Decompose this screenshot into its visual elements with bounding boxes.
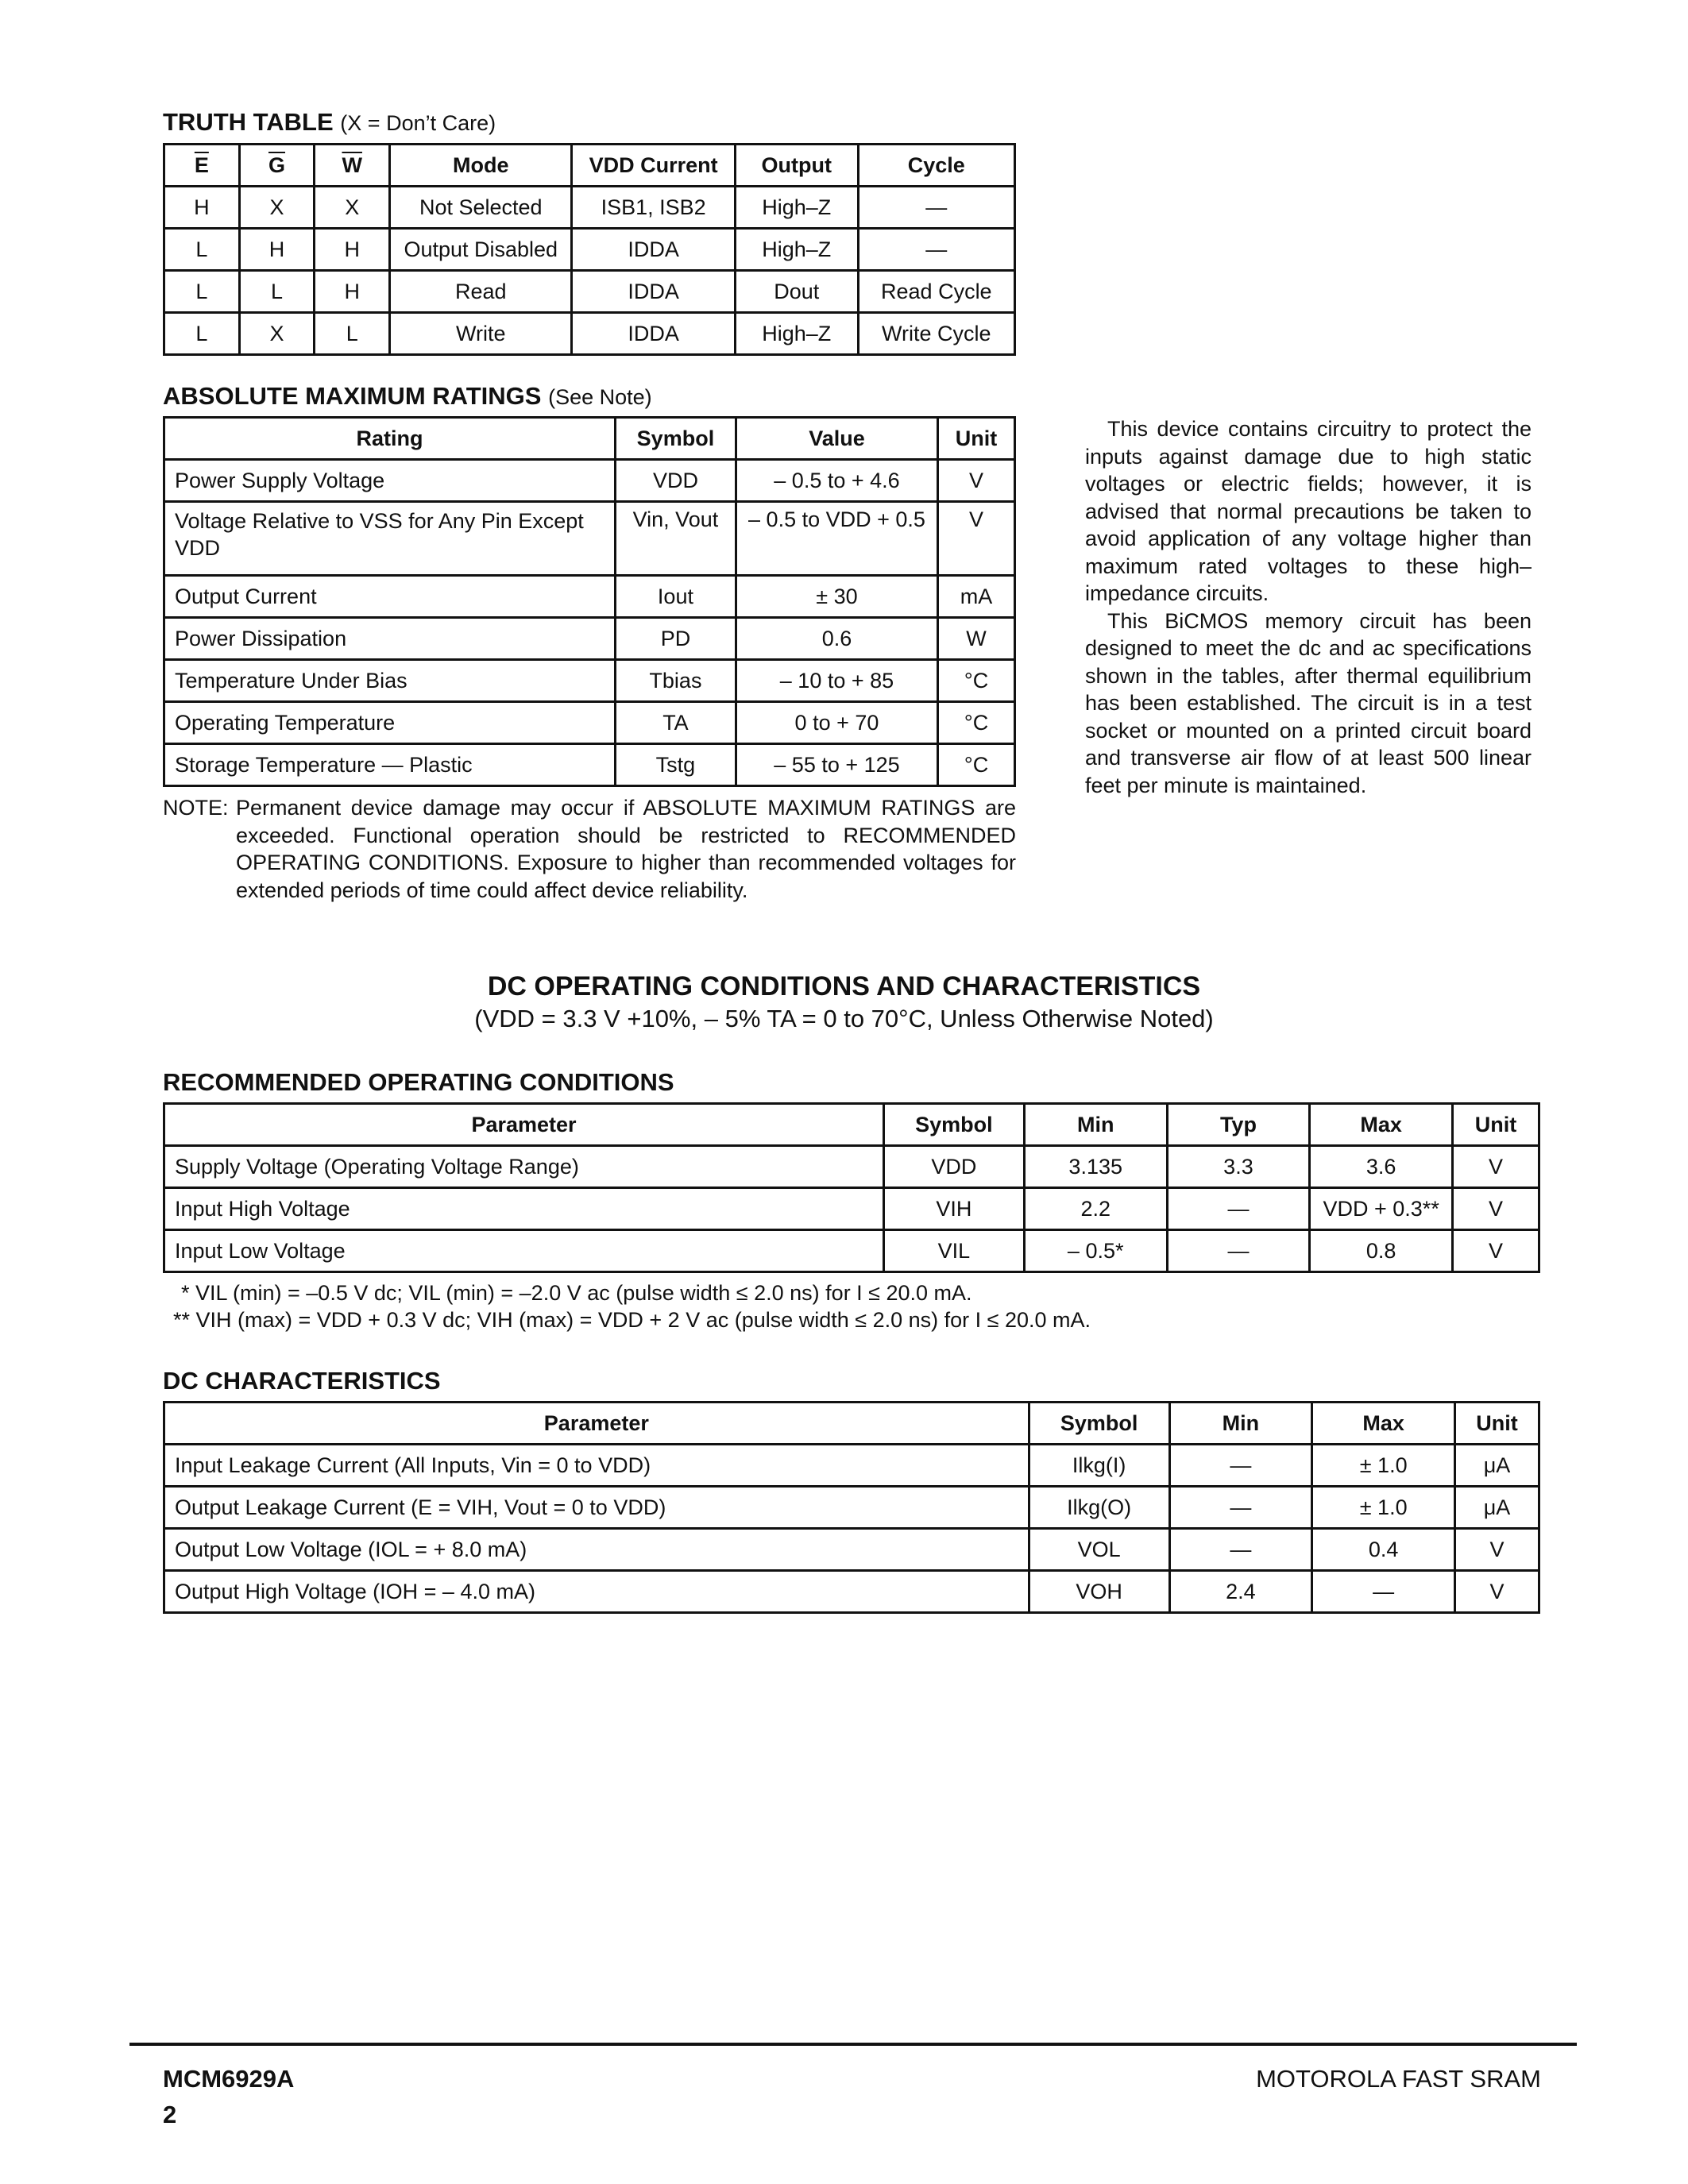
header-parameter: Parameter	[164, 1403, 1029, 1445]
table-cell: V	[1455, 1571, 1539, 1613]
table-cell: Output Current	[164, 576, 616, 618]
table-cell: X	[239, 187, 315, 229]
abs-max-table	[163, 416, 1016, 787]
header-typ: Typ	[1167, 1104, 1310, 1146]
header-vdd-current: VDD Current	[572, 145, 735, 187]
table-cell: °C	[938, 702, 1015, 744]
recommended-title: RECOMMENDED OPERATING CONDITIONS	[163, 1068, 674, 1096]
table-cell: TA	[616, 702, 736, 744]
header-max: Max	[1312, 1403, 1455, 1445]
table-cell: 0.6	[736, 618, 937, 660]
table-cell: —	[1312, 1571, 1455, 1613]
table-cell: Supply Voltage (Operating Voltage Range)	[164, 1146, 884, 1188]
table-cell: IDDA	[572, 313, 735, 355]
dc-char-table	[163, 1401, 1540, 1614]
header-mode: Mode	[390, 145, 572, 187]
table-row	[164, 187, 1015, 229]
truth-table-subtitle: (X = Don’t Care)	[340, 111, 496, 135]
table-cell: 0.4	[1312, 1529, 1455, 1571]
header-symbol: Symbol	[883, 1104, 1024, 1146]
table-cell: ± 1.0	[1312, 1445, 1455, 1487]
table-cell: L	[239, 271, 315, 313]
table-cell: L	[164, 271, 240, 313]
table-header-row	[164, 145, 1015, 187]
truth-table	[163, 143, 1016, 356]
table-cell: Power Supply Voltage	[164, 460, 616, 502]
table-cell: H	[315, 229, 390, 271]
table-cell: High–Z	[735, 229, 858, 271]
table-cell: μA	[1455, 1445, 1539, 1487]
table-cell: ± 1.0	[1312, 1487, 1455, 1529]
table-row	[164, 1487, 1539, 1529]
side-paragraph-1: This device contains circuitry to protect the inputs against damage due to high static voltages or electric fields; however, it is advised that normal precautions be taken to avoid application of any voltage higher than maximum rated voltages to these high–impedance circuits.	[1085, 417, 1532, 605]
table-row	[164, 229, 1015, 271]
table-row	[164, 1188, 1539, 1230]
table-cell: H	[164, 187, 240, 229]
table-cell: °C	[938, 744, 1015, 786]
table-cell: 2.4	[1169, 1571, 1312, 1613]
table-cell: L	[164, 229, 240, 271]
abs-max-title	[163, 382, 652, 411]
header-output: Output	[735, 145, 858, 187]
header-unit: Unit	[1453, 1104, 1539, 1146]
recommended-footnote-2: ** VIH (max) = VDD + 0.3 V dc; VIH (max) = VDD + 2 V ac (pulse width ≤ 2.0 ns) for I ≤ 20.0 mA.	[173, 1308, 1091, 1332]
table-cell: H	[315, 271, 390, 313]
header-rating: Rating	[164, 418, 616, 460]
table-row	[164, 1146, 1539, 1188]
header-cycle: Cycle	[858, 145, 1014, 187]
table-row	[164, 1571, 1539, 1613]
table-cell: V	[1453, 1230, 1539, 1272]
table-cell: V	[938, 502, 1015, 576]
table-cell: μA	[1455, 1487, 1539, 1529]
table-cell: VOH	[1029, 1571, 1169, 1613]
footer-brand: MOTOROLA FAST SRAM	[1256, 2065, 1541, 2093]
table-row	[164, 660, 1015, 702]
table-row	[164, 576, 1015, 618]
table-row	[164, 1529, 1539, 1571]
table-cell: 3.3	[1167, 1146, 1310, 1188]
table-cell: X	[315, 187, 390, 229]
table-cell: —	[858, 229, 1014, 271]
table-cell: Input Low Voltage	[164, 1230, 884, 1272]
table-cell: Operating Temperature	[164, 702, 616, 744]
table-cell: Output Leakage Current (E = VIH, Vout = 0 to VDD)	[164, 1487, 1029, 1529]
table-cell: 3.6	[1310, 1146, 1453, 1188]
header-symbol: Symbol	[1029, 1403, 1169, 1445]
table-cell: Write Cycle	[858, 313, 1014, 355]
table-cell: VOL	[1029, 1529, 1169, 1571]
table-cell: W	[938, 618, 1015, 660]
table-cell: 3.135	[1024, 1146, 1167, 1188]
table-header-row	[164, 1403, 1539, 1445]
table-cell: °C	[938, 660, 1015, 702]
truth-table-title-text: TRUTH TABLE	[163, 108, 334, 136]
table-cell: – 0.5 to + 4.6	[736, 460, 937, 502]
header-unit: Unit	[1455, 1403, 1539, 1445]
header-g: $\overline{G}$	[239, 145, 315, 187]
truth-table-title	[163, 108, 496, 137]
table-cell: 0 to + 70	[736, 702, 937, 744]
table-cell: Storage Temperature — Plastic	[164, 744, 616, 786]
table-cell: ISB1, ISB2	[572, 187, 735, 229]
header-unit: Unit	[938, 418, 1015, 460]
recommended-table	[163, 1102, 1540, 1273]
table-cell: Voltage Relative to VSS for Any Pin Except VDD	[164, 502, 616, 576]
table-cell: – 10 to + 85	[736, 660, 937, 702]
table-cell: High–Z	[735, 313, 858, 355]
table-cell: VDD	[616, 460, 736, 502]
table-cell: —	[1167, 1230, 1310, 1272]
table-cell: Iout	[616, 576, 736, 618]
table-cell: V	[1453, 1146, 1539, 1188]
table-cell: Power Dissipation	[164, 618, 616, 660]
table-row	[164, 1445, 1539, 1487]
table-cell: L	[315, 313, 390, 355]
table-cell: L	[164, 313, 240, 355]
table-cell: – 55 to + 125	[736, 744, 937, 786]
table-cell: Write	[390, 313, 572, 355]
table-cell: Ilkg(O)	[1029, 1487, 1169, 1529]
header-w: $\overline{W}$	[315, 145, 390, 187]
dc-section-subtitle: (VDD = 3.3 V +10%, – 5% TA = 0 to 70°C, Unless Otherwise Noted)	[474, 1005, 1214, 1032]
table-cell: —	[1169, 1445, 1312, 1487]
table-cell: VIH	[883, 1188, 1024, 1230]
table-cell: VIL	[883, 1230, 1024, 1272]
abs-max-subtitle: (See Note)	[548, 385, 652, 409]
footer-part-number: MCM6929A	[163, 2065, 295, 2093]
table-cell: Input Leakage Current (All Inputs, Vin = 0 to VDD)	[164, 1445, 1029, 1487]
note-label: NOTE:	[163, 796, 229, 820]
table-cell: IDDA	[572, 271, 735, 313]
table-row	[164, 313, 1015, 355]
table-cell: Output High Voltage (IOH = – 4.0 mA)	[164, 1571, 1029, 1613]
dc-char-title: DC CHARACTERISTICS	[163, 1367, 441, 1395]
table-cell: —	[858, 187, 1014, 229]
table-cell: – 0.5 to VDD + 0.5	[736, 502, 937, 576]
table-cell: Vin, Vout	[616, 502, 736, 576]
table-cell: ± 30	[736, 576, 937, 618]
table-cell: Not Selected	[390, 187, 572, 229]
header-parameter: Parameter	[164, 1104, 884, 1146]
header-value: Value	[736, 418, 937, 460]
table-cell: V	[1455, 1529, 1539, 1571]
table-cell: H	[239, 229, 315, 271]
side-text	[1085, 415, 1532, 799]
table-cell: Read Cycle	[858, 271, 1014, 313]
table-cell: Tbias	[616, 660, 736, 702]
table-cell: —	[1169, 1529, 1312, 1571]
table-cell: Temperature Under Bias	[164, 660, 616, 702]
table-cell: mA	[938, 576, 1015, 618]
abs-max-title-text: ABSOLUTE MAXIMUM RATINGS	[163, 382, 542, 410]
table-cell: VDD	[883, 1146, 1024, 1188]
table-cell: V	[1453, 1188, 1539, 1230]
table-cell: VDD + 0.3**	[1310, 1188, 1453, 1230]
table-cell: 2.2	[1024, 1188, 1167, 1230]
header-max: Max	[1310, 1104, 1453, 1146]
table-row	[164, 460, 1015, 502]
side-paragraph-2: This BiCMOS memory circuit has been designed to meet the dc and ac specifications shown in the tables, after thermal equilibrium has been established. The circuit is in a test socket or mounted on a printed circuit board and transverse air flow of at least 500 linear feet per minute is maintained.	[1085, 608, 1532, 797]
table-cell: Dout	[735, 271, 858, 313]
header-symbol: Symbol	[616, 418, 736, 460]
table-cell: IDDA	[572, 229, 735, 271]
table-row	[164, 702, 1015, 744]
header-min: Min	[1024, 1104, 1167, 1146]
table-cell: Output Low Voltage (IOL = + 8.0 mA)	[164, 1529, 1029, 1571]
table-cell: Input High Voltage	[164, 1188, 884, 1230]
dc-section-title: DC OPERATING CONDITIONS AND CHARACTERISTICS	[487, 971, 1201, 1001]
footer-page-number: 2	[163, 2101, 177, 2128]
table-cell: Ilkg(I)	[1029, 1445, 1169, 1487]
table-row	[164, 744, 1015, 786]
table-cell: —	[1169, 1487, 1312, 1529]
abs-max-note	[163, 794, 1016, 904]
table-cell: 0.8	[1310, 1230, 1453, 1272]
footer-rule	[129, 2043, 1577, 2046]
table-cell: Output Disabled	[390, 229, 572, 271]
table-cell: PD	[616, 618, 736, 660]
recommended-footnote-1: * VIL (min) = –0.5 V dc; VIL (min) = –2.0 V ac (pulse width ≤ 2.0 ns) for I ≤ 20.0 mA.	[181, 1281, 972, 1305]
table-row	[164, 1230, 1539, 1272]
table-cell: Tstg	[616, 744, 736, 786]
table-cell: —	[1167, 1188, 1310, 1230]
note-text: Permanent device damage may occur if ABSOLUTE MAXIMUM RATINGS are exceeded. Functional operation should be restricted to RECOMMENDED OPERATING CONDITIONS. Exposure to higher than recommended voltages for extended periods of time could affect device reliability.	[236, 796, 1016, 902]
header-min: Min	[1169, 1403, 1312, 1445]
table-header-row	[164, 418, 1015, 460]
table-row	[164, 271, 1015, 313]
table-cell: – 0.5*	[1024, 1230, 1167, 1272]
table-cell: X	[239, 313, 315, 355]
table-cell: High–Z	[735, 187, 858, 229]
table-row	[164, 502, 1015, 576]
header-e: $\overline{E}$	[164, 145, 240, 187]
table-header-row	[164, 1104, 1539, 1146]
table-cell: V	[938, 460, 1015, 502]
table-row	[164, 618, 1015, 660]
table-cell: Read	[390, 271, 572, 313]
